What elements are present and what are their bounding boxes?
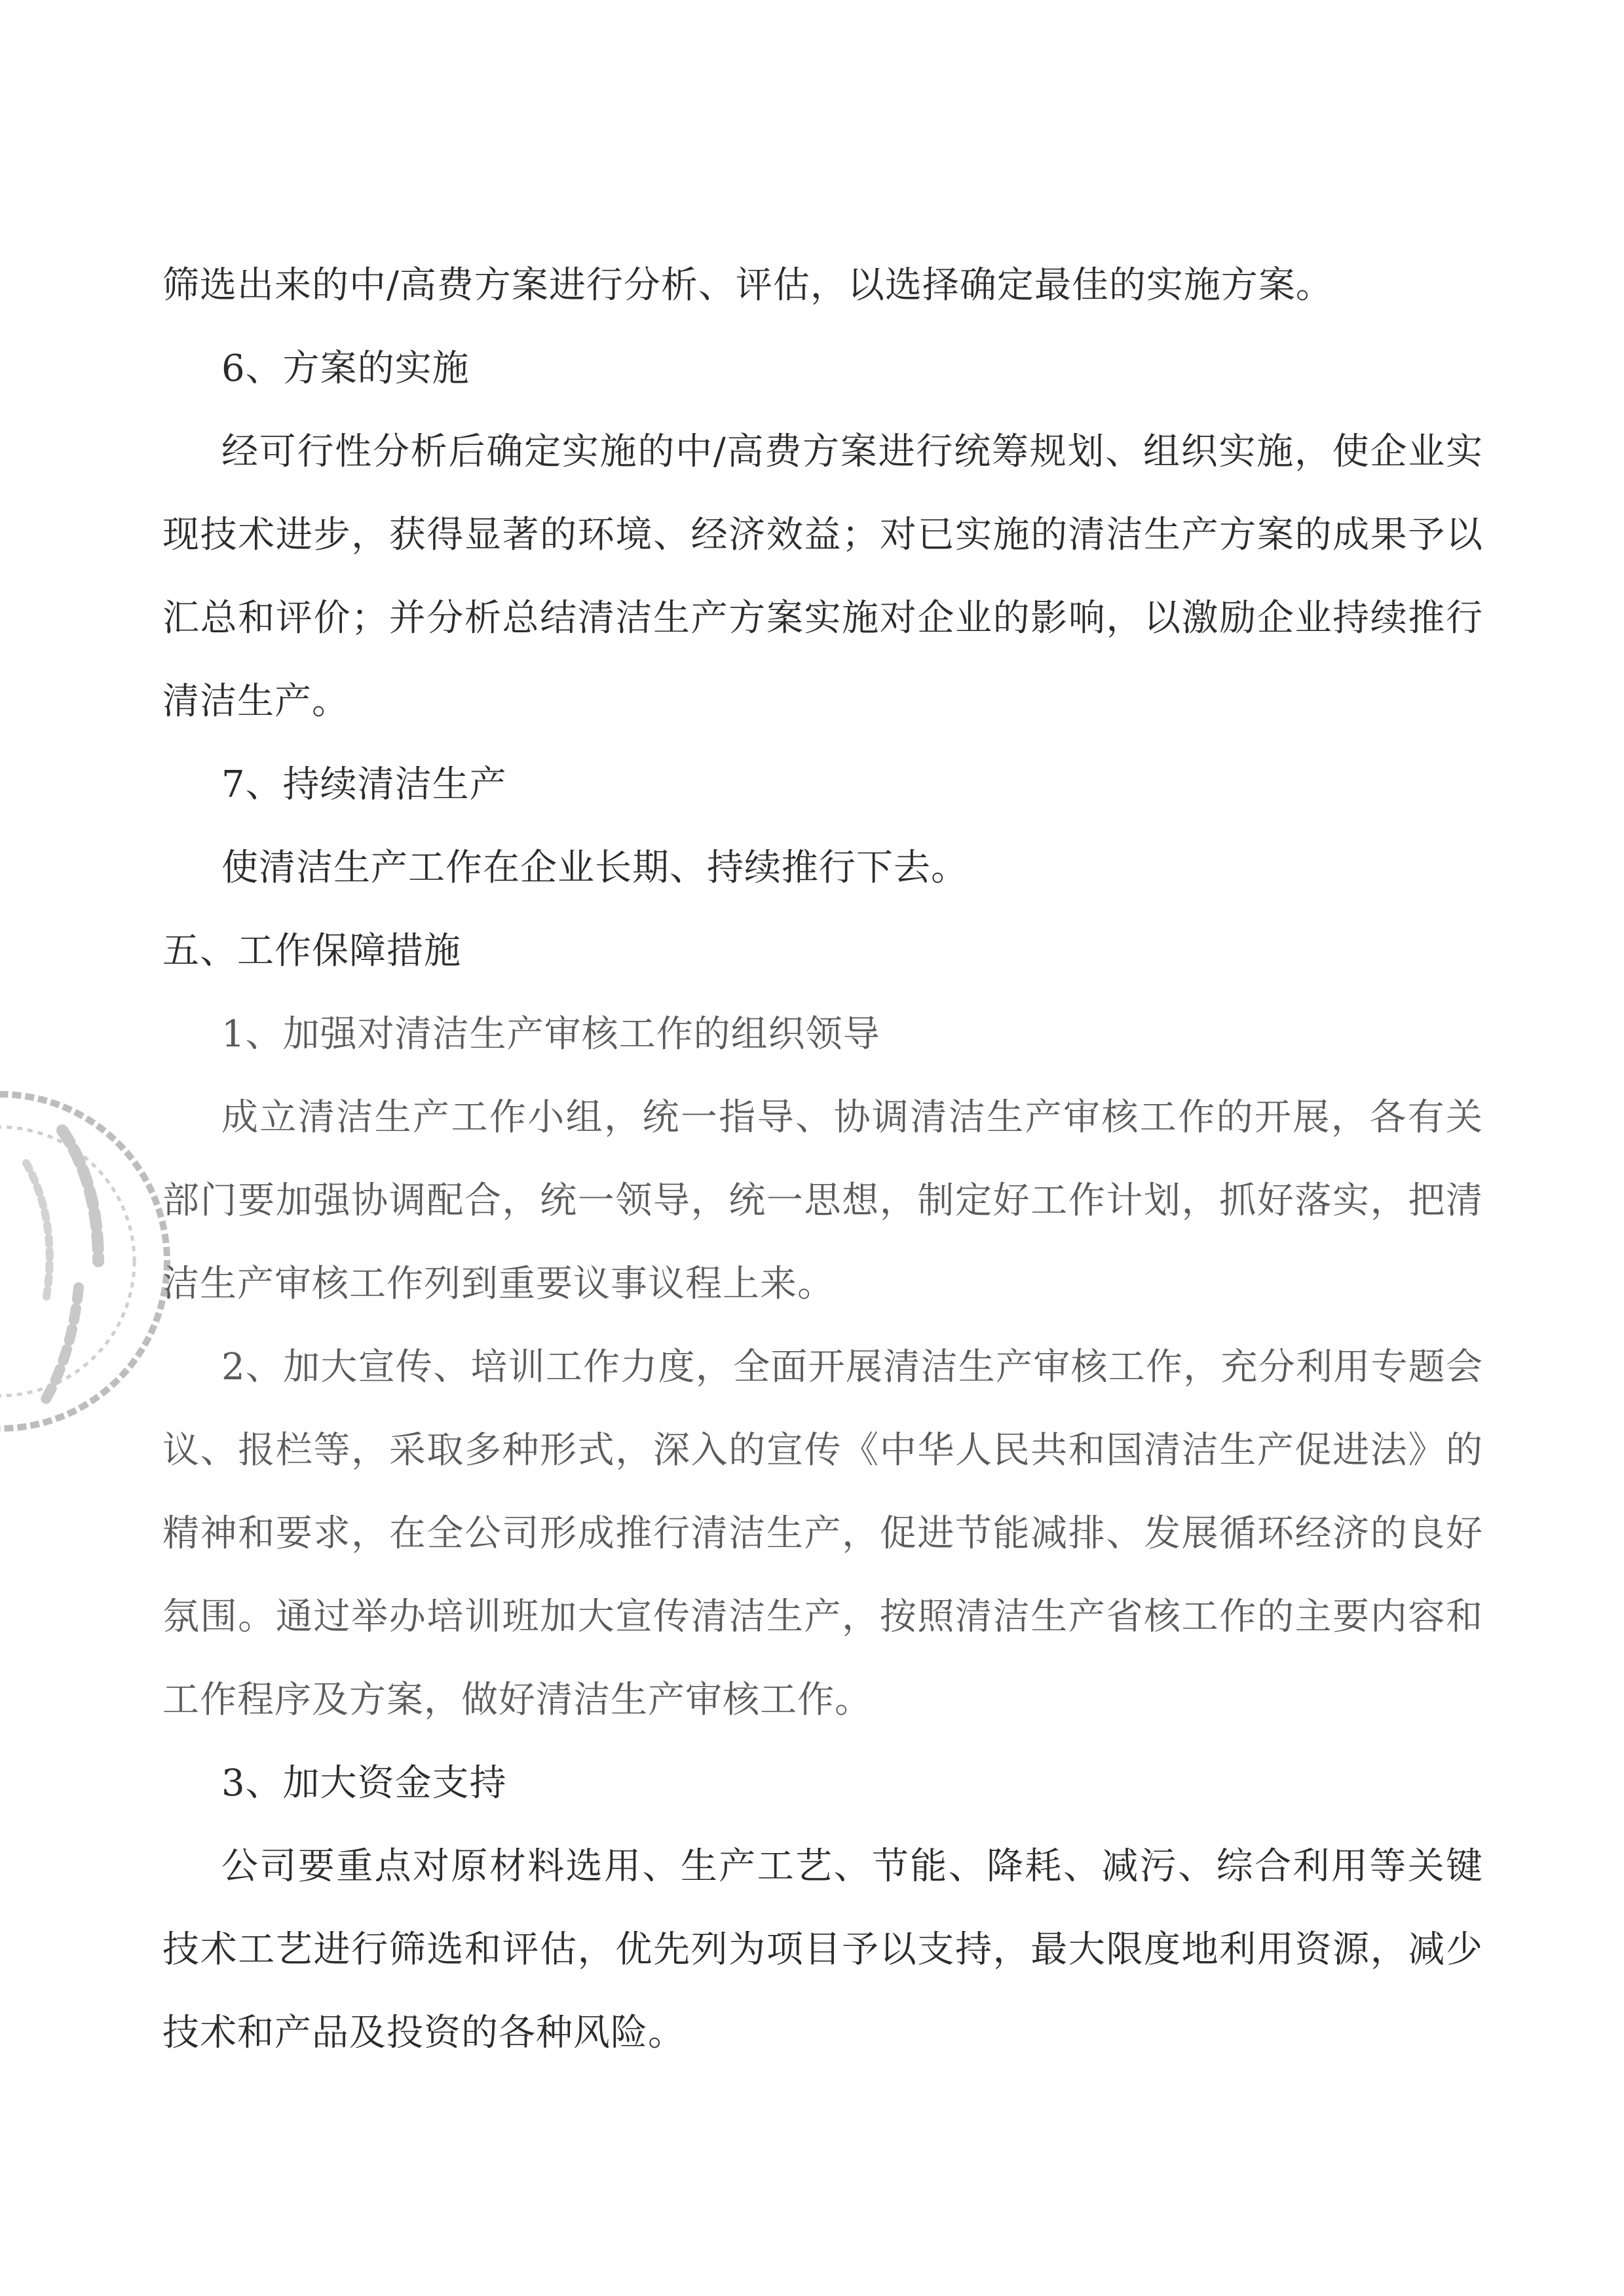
paragraph-continuous: 使清洁生产工作在企业长期、持续推行下去。 xyxy=(221,847,968,889)
subheading-3: 3、加大资金支持 xyxy=(221,1762,507,1805)
subheading-1: 1、加强对清洁生产审核工作的组织领导 xyxy=(221,1013,880,1056)
section-heading-5: 五、工作保障措施 xyxy=(162,930,461,972)
subheading-7: 7、持续清洁生产 xyxy=(221,763,507,806)
paragraph-publicity: 2、加大宣传、培训工作力度，全面开展清洁生产审核工作，充分利用专题会议、报栏等，采取多种形式，深入的宣传《中华人民共和国清洁生产促进法》的精神和要求，在全公司形成推行清洁生产，促进节能减排、发展循环经济的良好氛围。通过举办培训班加大宣传清洁生产，按照清洁生产省核工作的主要内容和工作程序及方案，做好清洁生产审核工作。 xyxy=(162,1346,1483,1721)
paragraph-implementation: 经可行性分析后确定实施的中/高费方案进行统筹规划、组织实施，使企业实现技术进步，获得显著的环境、经济效益；对已实施的清洁生产方案的成果予以汇总和评价；并分析总结清洁生产方案实施对企业的影响，以激励企业持续推行清洁生产。 xyxy=(162,430,1483,723)
paragraph-funding: 公司要重点对原材料选用、生产工艺、节能、降耗、减污、综合利用等关键技术工艺进行筛选和评估，优先列为项目予以支持，最大限度地利用资源，减少技术和产品及投资的各种风险。 xyxy=(162,1845,1483,2054)
paragraph-organization: 成立清洁生产工作小组，统一指导、协调清洁生产审核工作的开展，各有关部门要加强协调配合，统一领导，统一思想，制定好工作计划，抓好落实，把清洁生产审核工作列到重要议事议程上来。 xyxy=(162,1096,1483,1305)
subheading-6: 6、方案的实施 xyxy=(221,347,470,390)
document-body xyxy=(162,244,1483,2075)
paragraph-1: 筛选出来的中/高费方案进行分析、评估，以选择确定最佳的实施方案。 xyxy=(162,264,1333,307)
seal-stamp xyxy=(0,1075,124,1448)
